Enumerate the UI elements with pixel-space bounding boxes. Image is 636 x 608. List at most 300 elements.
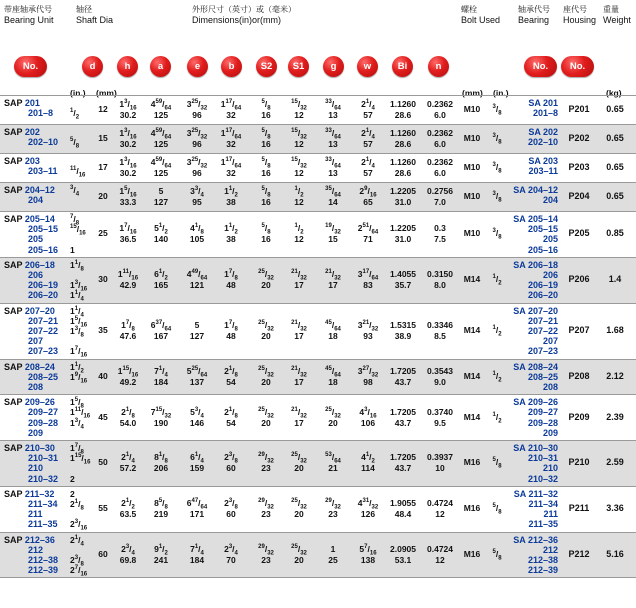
dim-s2-mm: 16	[261, 139, 271, 149]
bearing-unit-number	[4, 372, 58, 382]
bearing-number-list	[500, 362, 558, 393]
bearing-unit-number	[4, 166, 58, 176]
dim-e-mm: 96	[192, 139, 202, 149]
bearing-number: 207	[542, 336, 558, 347]
dim-e-inch: $3^3/_4$	[190, 186, 204, 199]
bearing-unit-code: 201–8	[28, 108, 54, 119]
bearing-unit-prefix: SAP	[4, 488, 25, 499]
bearing-table	[0, 95, 636, 578]
bearing-number: 207–23	[527, 346, 558, 357]
dim-e-inch: $6^{47}/_{64}$	[186, 498, 208, 511]
shaft-dia-mm: 30	[98, 274, 108, 285]
shaft-dia-inch: $1^1/_4$	[70, 290, 84, 304]
bolt-inch: $^5/_8$	[492, 457, 502, 471]
dim-n	[420, 128, 460, 150]
dim-bi	[381, 128, 425, 150]
table-row	[0, 440, 636, 486]
bolt-mm: M10	[463, 228, 481, 239]
bearing-number: 211–35	[528, 519, 558, 530]
dim-g-inch: $^{45}/_{64}$	[325, 320, 341, 333]
bearing-unit-code: 207–21	[28, 315, 59, 326]
col-badge-w: w	[357, 56, 378, 77]
bearing-unit-list	[4, 98, 53, 118]
table-row	[0, 124, 636, 153]
housing-number: P209	[568, 411, 590, 422]
shaft-dia-inch-list	[70, 156, 86, 179]
dim-bi	[381, 544, 425, 566]
bearing-unit-number	[4, 362, 58, 372]
dim-s1-mm: 12	[294, 110, 304, 120]
dim-g-inch: $^{35}/_{64}$	[325, 186, 341, 199]
shaft-dia-mm: 17	[98, 162, 108, 172]
dim-a-mm: 165	[153, 280, 169, 291]
dim-g-inch: $^{45}/_{64}$	[325, 365, 341, 379]
dim-n-mm: 9.5	[434, 417, 446, 428]
dim-h-mm: 30.2	[119, 139, 137, 149]
dim-bi-inch: 1.1260	[390, 99, 416, 109]
dim-n-mm: 8.5	[434, 331, 446, 342]
bearing-unit-number	[4, 474, 58, 484]
shaft-dia-mm: 15	[98, 133, 108, 143]
bearing-unit-code: 207	[28, 336, 44, 347]
dim-bi-mm: 53.1	[394, 554, 412, 565]
bearing-number-list	[500, 306, 558, 357]
bearing-unit-code: 207–23	[28, 346, 59, 357]
bearing-number: SA 201	[528, 98, 558, 108]
dim-b-inch: $1^1/_2$	[224, 223, 238, 237]
bearing-number: 212–38	[527, 554, 558, 565]
dim-w-mm: 57	[363, 168, 373, 178]
col-badge-b: b	[221, 56, 242, 77]
dim-e-mm: 137	[189, 376, 205, 387]
dim-h-mm: 63.5	[119, 509, 137, 520]
bearing-number: SA 202	[528, 127, 558, 137]
shaft-dia-inch: $1^{11}/_{16}$	[70, 407, 91, 421]
dim-w-inch: $2^9/_{16}$	[359, 186, 377, 199]
shaft-dia-inch-list	[70, 443, 90, 484]
table-row	[0, 394, 636, 440]
bearing-unit-code: 212–38	[28, 554, 59, 565]
dim-h-inch: $2^1/_2$	[121, 498, 135, 511]
dim-g-mm: 25	[328, 554, 338, 565]
dim-w-inch: $4^{31}/_{32}$	[357, 498, 379, 511]
dim-n	[420, 452, 460, 474]
dim-e-mm: 121	[189, 280, 205, 291]
col-badge-bi: Bi	[392, 56, 413, 77]
dim-n-inch: 0.2362	[427, 99, 453, 109]
dim-n-mm: 6.0	[434, 168, 446, 178]
dim-b-mm: 32	[226, 168, 236, 178]
dim-n-inch: 0.3543	[427, 365, 453, 376]
bearing-unit-code: 206–19	[28, 280, 59, 291]
dim-n	[420, 99, 460, 121]
dim-a-mm: 219	[153, 509, 169, 520]
bearing-unit-number	[4, 245, 58, 255]
dim-h-mm: 30.2	[119, 168, 137, 178]
shaft-dia-inch: $^{15}/_{16}$	[70, 224, 86, 237]
dim-h-inch: $1^{11}/_{16}$	[117, 269, 139, 282]
bearing-unit-number	[4, 499, 58, 509]
dim-n-mm: 9.0	[434, 376, 446, 387]
bearing-unit-code: 212–39	[28, 565, 59, 576]
dim-bi-mm: 43.7	[394, 376, 412, 387]
bearing-unit-code: 207–22	[28, 325, 59, 336]
dim-bi-mm: 28.6	[394, 110, 412, 120]
dim-h-inch: $1^7/_{16}$	[119, 223, 137, 237]
bearing-number-list	[500, 489, 558, 530]
dim-b-inch: $2^3/_8$	[224, 498, 238, 511]
dim-bi-mm: 35.7	[394, 280, 412, 291]
shaft-dia-inch-list	[70, 127, 80, 150]
shaft-dia-inch	[70, 545, 87, 555]
dim-h-inch: $2^3/_4$	[121, 543, 135, 557]
bearing-unit-number	[4, 418, 58, 428]
bolt-mm: M16	[463, 457, 481, 468]
shaft-dia-inch-list	[70, 98, 80, 121]
dim-e-mm: 184	[189, 554, 205, 565]
bearing-unit-list	[4, 185, 55, 205]
dim-bi	[381, 99, 425, 121]
bearing-number-list	[500, 443, 558, 484]
housing-number: P205	[568, 228, 590, 239]
bearing-number: 209–28	[527, 417, 558, 428]
bearing-number: 210–31	[527, 453, 558, 464]
dim-bi-inch: 1.9055	[390, 498, 416, 509]
dim-e-mm: 171	[189, 509, 205, 520]
shaft-dia-inch: $^{11}/_{16}$	[70, 166, 86, 179]
shaft-dia-inch: $1^{15}/_{16}$	[70, 453, 91, 466]
dim-h-inch: $2^1/_8$	[121, 406, 135, 420]
housing-number: P208	[568, 370, 590, 381]
dim-n-inch: 0.4724	[427, 543, 453, 554]
dim-e-inch: $4^{49}/_{64}$	[186, 269, 208, 282]
bearing-unit-code: 205–14	[24, 214, 55, 224]
unit-mm: (mm)	[96, 88, 117, 98]
bearing-unit-number	[4, 565, 58, 575]
shaft-dia-inch: $1^5/_{16}$	[70, 315, 88, 329]
col-badge-e: e	[187, 56, 208, 77]
bearing-unit-prefix: SAP	[4, 185, 25, 195]
shaft-dia-mm: 45	[98, 411, 108, 422]
shaft-dia-inch: $1^3/_4$	[70, 417, 84, 431]
bearing-unit-prefix: SAP	[4, 259, 25, 270]
bearing-unit-list	[4, 397, 58, 438]
bearing-unit-code: 212	[28, 544, 44, 555]
bolt-mm: M14	[463, 411, 481, 422]
dim-s2-inch: $^{29}/_{32}$	[258, 452, 274, 466]
dim-s2-mm: 23	[261, 463, 271, 474]
unit-kg: (kg)	[606, 88, 622, 98]
table-row	[0, 532, 636, 579]
dim-n	[420, 320, 460, 342]
bolt-inch: $^3/_8$	[492, 133, 502, 146]
dim-n-inch: 0.3937	[427, 452, 453, 463]
bearing-unit-number	[4, 270, 58, 280]
dim-h-inch: $1^{15}/_{16}$	[117, 365, 139, 379]
shaft-dia-inch: $1^3/_{16}$	[70, 280, 88, 293]
bearing-unit-code: 207–20	[24, 305, 55, 316]
dim-n-mm: 10	[435, 463, 445, 474]
bolt-mm: M10	[463, 133, 481, 143]
bearing-unit-code: 202	[24, 127, 40, 137]
dim-h-inch: $1^3/_{16}$	[119, 99, 137, 112]
bearing-number: 212	[542, 544, 558, 555]
shaft-dia-inch	[70, 156, 85, 166]
weight-kg: 0.85	[606, 228, 624, 239]
dim-a-inch: $9^1/_2$	[154, 543, 168, 557]
bearing-unit-list	[4, 156, 58, 176]
housing-number: P207	[568, 325, 590, 336]
dim-h-mm: 54.0	[119, 417, 137, 428]
dim-g-mm: 21	[328, 463, 338, 474]
shaft-dia-inch: $2^7/_{16}$	[70, 565, 88, 578]
bearing-number-list	[500, 185, 558, 205]
bearing-unit-number	[4, 234, 58, 244]
dim-e-mm: 96	[192, 110, 202, 120]
dim-s2-inch: $^{25}/_{32}$	[258, 320, 274, 333]
shaft-dia-inch: $1^3/_8$	[70, 325, 84, 339]
bearing-unit-code: 205–15	[28, 224, 59, 235]
bearing-unit-prefix: SAP	[4, 361, 25, 372]
bearing-unit-number	[4, 443, 58, 453]
bearing-number: 205–15	[527, 224, 558, 235]
bearing-number: SA 209–26	[513, 397, 558, 408]
dim-g-mm: 14	[328, 197, 338, 207]
dim-w-inch: $5^7/_{16}$	[359, 543, 377, 557]
dim-s2-inch: $^5/_8$	[261, 99, 271, 112]
dim-s1-mm: 12	[294, 168, 304, 178]
dim-s1-mm: 17	[294, 280, 304, 291]
shaft-dia-inch-list	[70, 488, 88, 533]
dim-bi-inch: 1.5315	[390, 320, 416, 331]
dim-bi	[381, 320, 425, 342]
bolt-mm: M14	[463, 274, 481, 285]
dim-n-mm: 8.0	[434, 280, 446, 291]
dim-w-mm: 83	[363, 280, 373, 291]
dim-a-inch: $8^1/_8$	[154, 452, 168, 466]
shaft-dia-inch: $1^7/_{16}$	[70, 346, 88, 360]
header-housing: 座代号 Housing	[563, 5, 597, 25]
housing-number: P210	[568, 457, 590, 468]
dim-a-mm: 127	[153, 197, 169, 207]
bearing-unit-code: 211	[28, 509, 43, 520]
bearing-unit-code: 209–27	[28, 407, 59, 418]
dim-n-mm: 6.0	[434, 110, 446, 120]
dim-n	[420, 498, 460, 520]
dim-a-inch: $6^1/_2$	[154, 269, 168, 282]
dim-e-mm: 96	[192, 168, 202, 178]
shaft-dia-inch: $1^1/_2$	[70, 361, 84, 375]
dim-e-mm: 105	[189, 234, 205, 245]
bearing-unit-prefix: SAP	[4, 127, 25, 137]
housing-number: P201	[568, 104, 590, 114]
bearing-number: SA 210–30	[513, 442, 558, 453]
dim-b-mm: 38	[226, 234, 236, 245]
col-badge-no: No.	[14, 56, 47, 77]
bearing-unit-code: 212–36	[24, 534, 55, 545]
dim-g-mm: 13	[328, 110, 338, 120]
shaft-dia-mm: 40	[98, 370, 108, 381]
dim-h-mm: 30.2	[119, 110, 137, 120]
bearing-unit-prefix: SAP	[4, 442, 25, 453]
dim-bi	[381, 407, 425, 429]
bearing-unit-list	[4, 443, 58, 484]
unit-in: (in.)	[70, 88, 86, 98]
dim-a-mm: 184	[153, 376, 169, 387]
dim-s1-inch: $^{15}/_{32}$	[291, 128, 307, 141]
bearing-unit-number	[4, 382, 58, 392]
dim-bi-mm: 43.7	[394, 417, 412, 428]
dim-h-inch: $1^3/_{16}$	[119, 157, 137, 170]
shaft-dia-inch-list	[70, 305, 88, 360]
col-badge-a: a	[150, 56, 171, 77]
dim-n	[420, 157, 460, 179]
dim-w-mm: 138	[360, 554, 376, 565]
bearing-unit-prefix: SAP	[4, 305, 25, 316]
bearing-unit-code: 204	[28, 195, 44, 206]
dim-bi	[381, 269, 425, 291]
bearing-number: SA 212–36	[513, 534, 558, 545]
dim-bi-inch: 1.7205	[390, 365, 416, 376]
bearing-unit-code: 208–25	[28, 371, 59, 382]
dim-h-inch: $1^3/_{16}$	[119, 128, 137, 141]
header-dimensions: 外形尺寸（英寸）或（毫米） Dimensions(in)or(mm)	[192, 5, 296, 25]
header-bearing: 轴承代号 Bearing	[518, 5, 550, 25]
dim-e-inch: $3^{25}/_{32}$	[186, 99, 208, 112]
dim-bi	[381, 366, 425, 388]
weight-kg: 2.39	[606, 411, 624, 422]
dim-g-mm: 13	[328, 168, 338, 178]
bearing-number-list	[500, 397, 558, 438]
bolt-mm: M10	[463, 162, 481, 172]
table-row	[0, 303, 636, 359]
dim-b-inch: $1^{17}/_{64}$	[220, 157, 242, 170]
dim-g-inch: $^{53}/_{64}$	[325, 452, 341, 466]
bearing-unit-list	[4, 127, 58, 147]
bearing-unit-list	[4, 362, 58, 393]
dim-bi-mm: 31.0	[394, 234, 412, 245]
dim-a-mm: 206	[153, 463, 169, 474]
col-badge-bearing-no: No.	[524, 56, 557, 77]
weight-kg: 3.36	[606, 503, 624, 514]
dim-g-inch: $^{29}/_{32}$	[325, 498, 341, 511]
dim-bi	[381, 157, 425, 179]
bearing-unit-prefix: SAP	[4, 397, 25, 408]
bearing-number: SA 206–18	[513, 259, 558, 270]
unit-mm-right: (mm)	[462, 88, 483, 98]
dim-s2-inch: $^5/_8$	[261, 128, 271, 141]
dim-s1-inch: $^{21}/_{32}$	[291, 269, 307, 282]
shaft-dia-inch: $2^3/_8$	[70, 554, 84, 568]
bearing-unit-code: 209–28	[28, 417, 59, 428]
shaft-dia-inch-list	[70, 397, 90, 438]
bearing-unit-number	[4, 195, 55, 205]
bearing-unit-number	[4, 346, 58, 356]
bearing-unit-code: 206	[28, 269, 44, 280]
bearing-unit-number	[4, 185, 55, 195]
shaft-dia-inch: $1^5/_8$	[70, 397, 84, 410]
col-badge-d: d	[82, 56, 103, 77]
shaft-dia-inch-list	[70, 259, 88, 304]
dim-w-mm: 71	[363, 234, 373, 245]
dim-b-inch: $1^{17}/_{64}$	[220, 99, 242, 112]
dim-s2-inch: $^{29}/_{32}$	[258, 543, 274, 557]
bearing-number: 208	[542, 381, 558, 392]
dim-h-mm: 49.2	[119, 376, 137, 387]
dim-b-inch: $1^{17}/_{64}$	[220, 128, 242, 141]
dim-n-inch: 0.4724	[427, 498, 453, 509]
dim-h-mm: 36.5	[119, 234, 137, 245]
bearing-unit-code: 210	[28, 463, 44, 474]
dim-a-inch: $7^1/_4$	[154, 365, 168, 379]
dim-n-inch: 0.2756	[427, 186, 453, 196]
dim-h-mm: 42.9	[119, 280, 137, 291]
dim-bi	[381, 223, 425, 245]
dim-b-inch: $2^1/_8$	[224, 406, 238, 420]
dim-s2-mm: 16	[261, 197, 271, 207]
bearing-unit-number	[4, 98, 53, 108]
bearing-number: SA 205–14	[513, 214, 558, 224]
dim-b-mm: 38	[226, 197, 236, 207]
housing-number: P212	[568, 548, 590, 559]
weight-kg: 2.12	[606, 370, 624, 381]
bolt-inch: $^5/_8$	[492, 548, 502, 562]
dim-a-mm: 140	[153, 234, 169, 245]
dim-e-mm: 146	[189, 417, 205, 428]
shaft-dia-inch: $1^9/_{16}$	[70, 371, 88, 385]
bearing-unit-prefix: SAP	[4, 534, 25, 545]
bolt-mm: M14	[463, 325, 481, 336]
shaft-dia-inch-list	[70, 362, 87, 393]
dim-w-inch: $4^1/_2$	[361, 452, 375, 466]
dim-n-mm: 12	[435, 554, 445, 565]
dim-w-mm: 106	[360, 417, 376, 428]
bolt-mm: M10	[463, 191, 481, 201]
table-row	[0, 257, 636, 303]
dim-a-inch: $4^{59}/_{64}$	[150, 99, 172, 112]
dim-s2-mm: 20	[261, 376, 271, 387]
bearing-number: 210–32	[527, 473, 558, 484]
bearing-unit-code: 205	[28, 234, 44, 245]
dim-s1-mm: 20	[294, 463, 304, 474]
dim-n-inch: 0.2362	[427, 128, 453, 138]
dim-a-inch: $5^1/_2$	[154, 223, 168, 237]
dim-g-mm: 20	[328, 417, 338, 428]
dim-s2-mm: 16	[261, 234, 271, 245]
dim-a-mm: 190	[153, 417, 169, 428]
bearing-number: 205	[542, 234, 558, 245]
dim-s1-mm: 17	[294, 331, 304, 342]
dim-g-inch: $^{21}/_{32}$	[325, 269, 341, 282]
dim-a-inch: $4^{59}/_{64}$	[150, 157, 172, 170]
dim-bi-mm: 28.6	[394, 139, 412, 149]
dim-n	[420, 366, 460, 388]
dim-h-mm: 69.8	[119, 554, 137, 565]
dim-n-mm: 12	[435, 509, 445, 520]
dim-h-mm: 33.3	[119, 197, 137, 207]
bearing-unit-code: 208–24	[24, 361, 55, 372]
dim-w-inch: $2^1/_4$	[361, 157, 375, 170]
bearing-number: 206–19	[527, 280, 558, 291]
header-weight: 重量 Weight	[603, 5, 631, 25]
bearing-number: 204	[542, 195, 558, 206]
dim-s2-inch: $^5/_8$	[261, 223, 271, 237]
bearing-number: 206	[542, 269, 558, 280]
bearing-unit-code: 210–32	[28, 473, 59, 484]
bearing-unit-code: 201	[24, 98, 40, 108]
bearing-unit-number	[4, 214, 58, 224]
bolt-inch: $^1/_2$	[492, 370, 502, 384]
